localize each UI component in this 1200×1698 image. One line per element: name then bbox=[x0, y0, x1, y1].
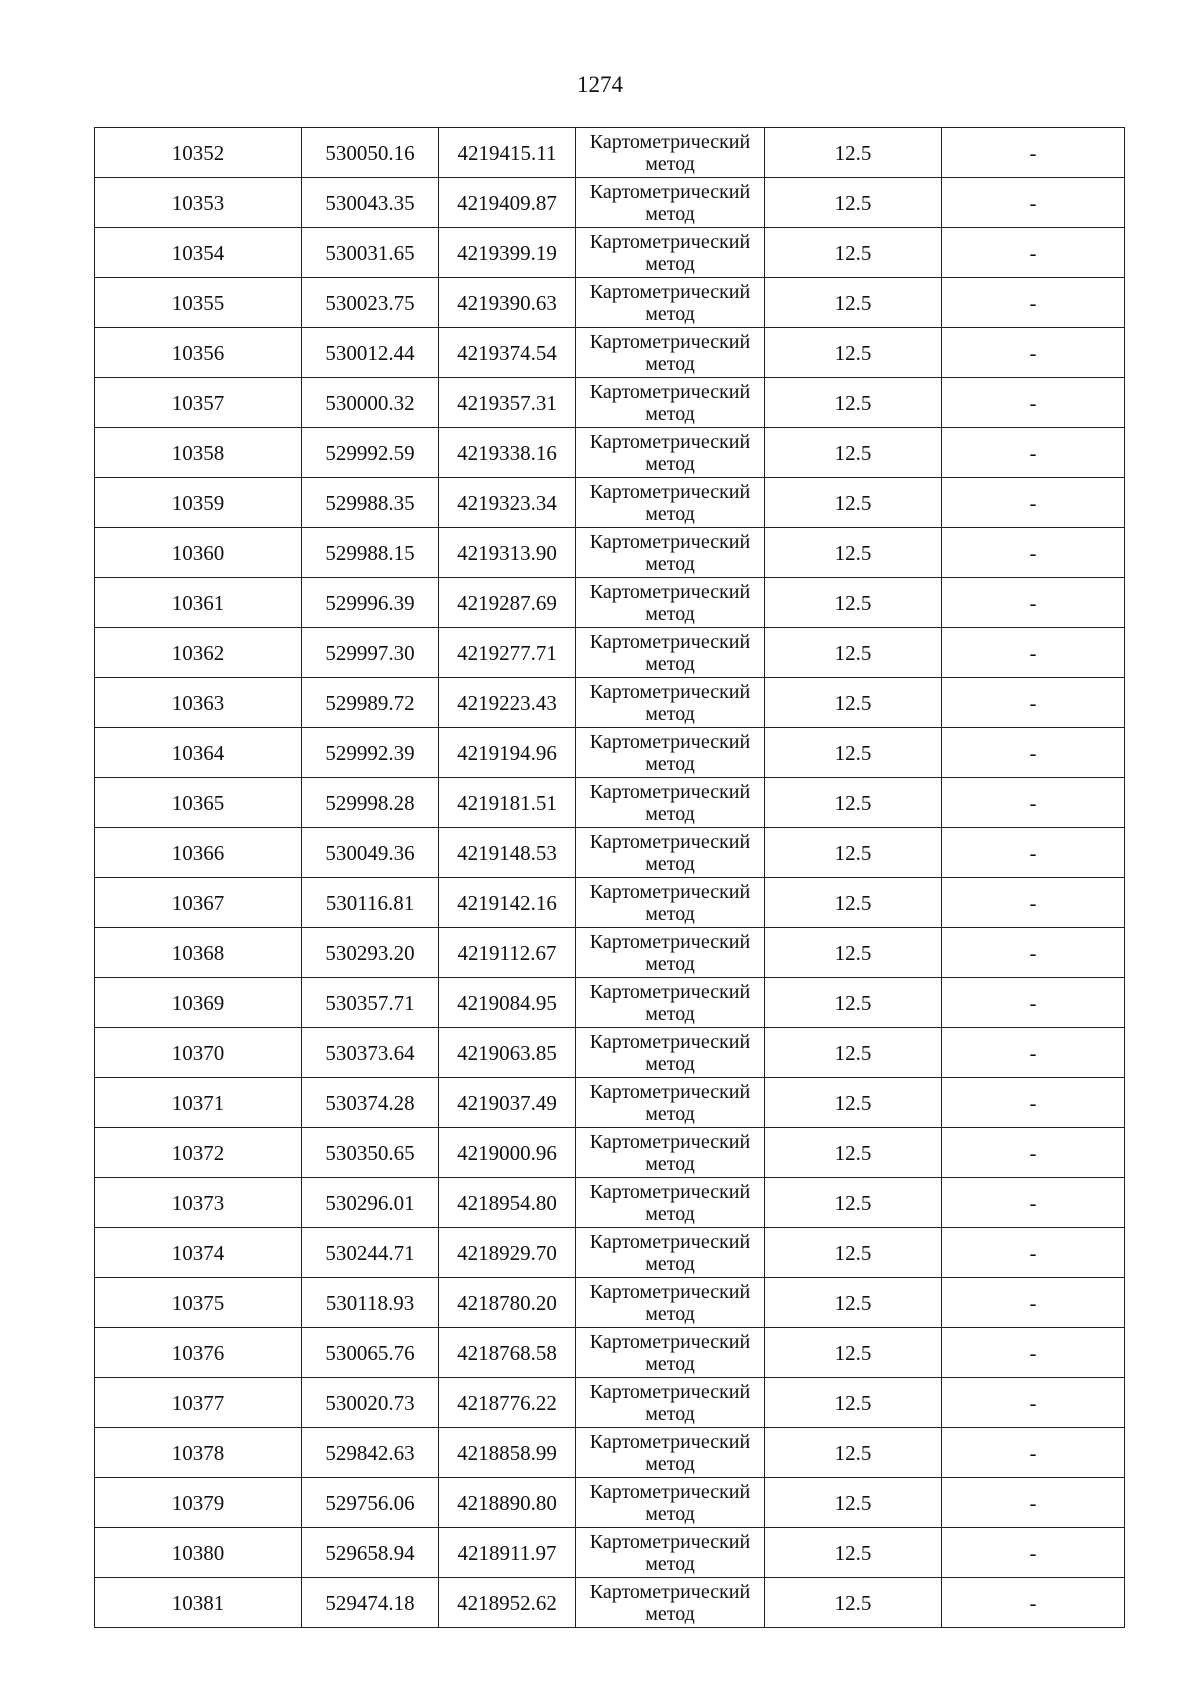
method-label-line1: Картометрический bbox=[589, 580, 751, 603]
table-row bbox=[95, 478, 1125, 528]
note-cell: - bbox=[942, 1328, 1125, 1378]
x-coordinate-cell: 530050.16 bbox=[302, 128, 439, 178]
table-row bbox=[95, 1328, 1125, 1378]
method-label-line1: Картометрический bbox=[589, 880, 751, 903]
point-id-cell: 10375 bbox=[95, 1278, 302, 1328]
accuracy-cell: 12.5 bbox=[765, 228, 942, 278]
point-id-cell: 10372 bbox=[95, 1128, 302, 1178]
method-cell bbox=[576, 178, 765, 228]
method-label-line1: Картометрический bbox=[589, 1280, 751, 1303]
note-cell: - bbox=[942, 1378, 1125, 1428]
note-cell: - bbox=[942, 1078, 1125, 1128]
method-cell bbox=[576, 828, 765, 878]
table-row bbox=[95, 928, 1125, 978]
note-cell: - bbox=[942, 128, 1125, 178]
point-id-cell: 10354 bbox=[95, 228, 302, 278]
y-coordinate-cell: 4219415.11 bbox=[439, 128, 576, 178]
y-coordinate-cell: 4219338.16 bbox=[439, 428, 576, 478]
note-cell: - bbox=[942, 1528, 1125, 1578]
table-row bbox=[95, 978, 1125, 1028]
y-coordinate-cell: 4219357.31 bbox=[439, 378, 576, 428]
method-label-line2: метод bbox=[645, 352, 695, 375]
point-id-cell: 10377 bbox=[95, 1378, 302, 1428]
note-cell: - bbox=[942, 1228, 1125, 1278]
method-label-line1: Картометрический bbox=[589, 730, 751, 753]
method-cell bbox=[576, 628, 765, 678]
accuracy-cell: 12.5 bbox=[765, 1328, 942, 1378]
accuracy-cell: 12.5 bbox=[765, 1378, 942, 1428]
x-coordinate-cell: 530296.01 bbox=[302, 1178, 439, 1228]
page-number: 1274 bbox=[577, 72, 623, 97]
y-coordinate-cell: 4219148.53 bbox=[439, 828, 576, 878]
y-coordinate-cell: 4219323.34 bbox=[439, 478, 576, 528]
point-id-cell: 10357 bbox=[95, 378, 302, 428]
accuracy-cell: 12.5 bbox=[765, 1278, 942, 1328]
accuracy-cell: 12.5 bbox=[765, 1028, 942, 1078]
method-label-line1: Картометрический bbox=[589, 430, 751, 453]
x-coordinate-cell: 530293.20 bbox=[302, 928, 439, 978]
point-id-cell: 10371 bbox=[95, 1078, 302, 1128]
note-cell: - bbox=[942, 828, 1125, 878]
table-row bbox=[95, 528, 1125, 578]
method-cell bbox=[576, 1528, 765, 1578]
point-id-cell: 10353 bbox=[95, 178, 302, 228]
table-row bbox=[95, 578, 1125, 628]
y-coordinate-cell: 4218911.97 bbox=[439, 1528, 576, 1578]
method-label-line2: метод bbox=[645, 1452, 695, 1475]
method-label-line1: Картометрический bbox=[589, 1380, 751, 1403]
accuracy-cell: 12.5 bbox=[765, 278, 942, 328]
method-cell bbox=[576, 1328, 765, 1378]
method-label-line1: Картометрический bbox=[589, 1080, 751, 1103]
method-label-line1: Картометрический bbox=[589, 830, 751, 853]
coordinates-table-body bbox=[95, 128, 1125, 1628]
y-coordinate-cell: 4218954.80 bbox=[439, 1178, 576, 1228]
accuracy-cell: 12.5 bbox=[765, 1578, 942, 1628]
method-label-line1: Картометрический bbox=[589, 1030, 751, 1053]
note-cell: - bbox=[942, 528, 1125, 578]
method-label-line2: метод bbox=[645, 1102, 695, 1125]
y-coordinate-cell: 4219374.54 bbox=[439, 328, 576, 378]
table-row bbox=[95, 1028, 1125, 1078]
y-coordinate-cell: 4218768.58 bbox=[439, 1328, 576, 1378]
table-row bbox=[95, 1078, 1125, 1128]
y-coordinate-cell: 4218780.20 bbox=[439, 1278, 576, 1328]
method-label-line2: метод bbox=[645, 552, 695, 575]
table-row bbox=[95, 378, 1125, 428]
table-row bbox=[95, 1128, 1125, 1178]
method-cell bbox=[576, 728, 765, 778]
note-cell: - bbox=[942, 1178, 1125, 1228]
method-cell bbox=[576, 1428, 765, 1478]
accuracy-cell: 12.5 bbox=[765, 528, 942, 578]
accuracy-cell: 12.5 bbox=[765, 728, 942, 778]
method-label-line2: метод bbox=[645, 302, 695, 325]
method-cell bbox=[576, 1578, 765, 1628]
note-cell: - bbox=[942, 1028, 1125, 1078]
method-cell bbox=[576, 128, 765, 178]
method-label-line2: метод bbox=[645, 602, 695, 625]
method-cell bbox=[576, 328, 765, 378]
x-coordinate-cell: 530374.28 bbox=[302, 1078, 439, 1128]
y-coordinate-cell: 4218776.22 bbox=[439, 1378, 576, 1428]
y-coordinate-cell: 4218858.99 bbox=[439, 1428, 576, 1478]
x-coordinate-cell: 530118.93 bbox=[302, 1278, 439, 1328]
method-label-line2: метод bbox=[645, 1502, 695, 1525]
point-id-cell: 10361 bbox=[95, 578, 302, 628]
method-cell bbox=[576, 578, 765, 628]
accuracy-cell: 12.5 bbox=[765, 1478, 942, 1528]
accuracy-cell: 12.5 bbox=[765, 378, 942, 428]
table-row bbox=[95, 878, 1125, 928]
table-row bbox=[95, 678, 1125, 728]
y-coordinate-cell: 4219112.67 bbox=[439, 928, 576, 978]
note-cell: - bbox=[942, 678, 1125, 728]
note-cell: - bbox=[942, 278, 1125, 328]
point-id-cell: 10358 bbox=[95, 428, 302, 478]
y-coordinate-cell: 4219390.63 bbox=[439, 278, 576, 328]
method-label-line1: Картометрический bbox=[589, 1580, 751, 1603]
method-label-line2: метод bbox=[645, 802, 695, 825]
note-cell: - bbox=[942, 628, 1125, 678]
point-id-cell: 10368 bbox=[95, 928, 302, 978]
point-id-cell: 10381 bbox=[95, 1578, 302, 1628]
method-label-line2: метод bbox=[645, 852, 695, 875]
accuracy-cell: 12.5 bbox=[765, 428, 942, 478]
x-coordinate-cell: 530012.44 bbox=[302, 328, 439, 378]
note-cell: - bbox=[942, 178, 1125, 228]
x-coordinate-cell: 529989.72 bbox=[302, 678, 439, 728]
y-coordinate-cell: 4219223.43 bbox=[439, 678, 576, 728]
method-label-line1: Картометрический bbox=[589, 680, 751, 703]
method-label-line2: метод bbox=[645, 1352, 695, 1375]
accuracy-cell: 12.5 bbox=[765, 1228, 942, 1278]
table-row bbox=[95, 1428, 1125, 1478]
y-coordinate-cell: 4219181.51 bbox=[439, 778, 576, 828]
method-label-line2: метод bbox=[645, 1302, 695, 1325]
table-row bbox=[95, 728, 1125, 778]
method-cell bbox=[576, 1278, 765, 1328]
y-coordinate-cell: 4219142.16 bbox=[439, 878, 576, 928]
y-coordinate-cell: 4219063.85 bbox=[439, 1028, 576, 1078]
method-cell bbox=[576, 678, 765, 728]
method-label-line1: Картометрический bbox=[589, 1430, 751, 1453]
method-label-line2: метод bbox=[645, 1002, 695, 1025]
point-id-cell: 10370 bbox=[95, 1028, 302, 1078]
method-cell bbox=[576, 478, 765, 528]
method-cell bbox=[576, 1378, 765, 1428]
accuracy-cell: 12.5 bbox=[765, 978, 942, 1028]
table-row bbox=[95, 1278, 1125, 1328]
point-id-cell: 10376 bbox=[95, 1328, 302, 1378]
method-label-line1: Картометрический bbox=[589, 1330, 751, 1353]
note-cell: - bbox=[942, 378, 1125, 428]
method-cell bbox=[576, 778, 765, 828]
note-cell: - bbox=[942, 1478, 1125, 1528]
table-row bbox=[95, 778, 1125, 828]
x-coordinate-cell: 530116.81 bbox=[302, 878, 439, 928]
x-coordinate-cell: 530031.65 bbox=[302, 228, 439, 278]
note-cell: - bbox=[942, 228, 1125, 278]
table-row bbox=[95, 128, 1125, 178]
note-cell: - bbox=[942, 1128, 1125, 1178]
x-coordinate-cell: 530043.35 bbox=[302, 178, 439, 228]
point-id-cell: 10374 bbox=[95, 1228, 302, 1278]
method-label-line1: Картометрический bbox=[589, 180, 751, 203]
method-label-line1: Картометрический bbox=[589, 280, 751, 303]
method-cell bbox=[576, 928, 765, 978]
x-coordinate-cell: 530000.32 bbox=[302, 378, 439, 428]
method-label-line1: Картометрический bbox=[589, 1480, 751, 1503]
point-id-cell: 10355 bbox=[95, 278, 302, 328]
method-cell bbox=[576, 978, 765, 1028]
table-row bbox=[95, 628, 1125, 678]
accuracy-cell: 12.5 bbox=[765, 1128, 942, 1178]
point-id-cell: 10362 bbox=[95, 628, 302, 678]
y-coordinate-cell: 4218890.80 bbox=[439, 1478, 576, 1528]
x-coordinate-cell: 530023.75 bbox=[302, 278, 439, 328]
method-label-line2: метод bbox=[645, 202, 695, 225]
table-row bbox=[95, 1578, 1125, 1628]
note-cell: - bbox=[942, 578, 1125, 628]
method-label-line1: Картометрический bbox=[589, 1530, 751, 1553]
x-coordinate-cell: 530244.71 bbox=[302, 1228, 439, 1278]
x-coordinate-cell: 529988.35 bbox=[302, 478, 439, 528]
x-coordinate-cell: 529998.28 bbox=[302, 778, 439, 828]
point-id-cell: 10378 bbox=[95, 1428, 302, 1478]
table-row bbox=[95, 228, 1125, 278]
x-coordinate-cell: 529992.59 bbox=[302, 428, 439, 478]
accuracy-cell: 12.5 bbox=[765, 178, 942, 228]
method-label-line1: Картометрический bbox=[589, 1230, 751, 1253]
y-coordinate-cell: 4219409.87 bbox=[439, 178, 576, 228]
method-label-line2: метод bbox=[645, 402, 695, 425]
accuracy-cell: 12.5 bbox=[765, 328, 942, 378]
point-id-cell: 10365 bbox=[95, 778, 302, 828]
table-row bbox=[95, 1228, 1125, 1278]
method-label-line1: Картометрический bbox=[589, 530, 751, 553]
x-coordinate-cell: 530373.64 bbox=[302, 1028, 439, 1078]
accuracy-cell: 12.5 bbox=[765, 1428, 942, 1478]
point-id-cell: 10352 bbox=[95, 128, 302, 178]
y-coordinate-cell: 4219287.69 bbox=[439, 578, 576, 628]
x-coordinate-cell: 529658.94 bbox=[302, 1528, 439, 1578]
point-id-cell: 10369 bbox=[95, 978, 302, 1028]
y-coordinate-cell: 4219084.95 bbox=[439, 978, 576, 1028]
method-label-line2: метод bbox=[645, 952, 695, 975]
note-cell: - bbox=[942, 928, 1125, 978]
method-label-line2: метод bbox=[645, 152, 695, 175]
point-id-cell: 10373 bbox=[95, 1178, 302, 1228]
method-label-line2: метод bbox=[645, 1602, 695, 1625]
accuracy-cell: 12.5 bbox=[765, 778, 942, 828]
method-label-line1: Картометрический bbox=[589, 930, 751, 953]
y-coordinate-cell: 4218929.70 bbox=[439, 1228, 576, 1278]
y-coordinate-cell: 4218952.62 bbox=[439, 1578, 576, 1628]
note-cell: - bbox=[942, 328, 1125, 378]
accuracy-cell: 12.5 bbox=[765, 578, 942, 628]
x-coordinate-cell: 530049.36 bbox=[302, 828, 439, 878]
note-cell: - bbox=[942, 978, 1125, 1028]
method-label-line2: метод bbox=[645, 1402, 695, 1425]
accuracy-cell: 12.5 bbox=[765, 1078, 942, 1128]
method-cell bbox=[576, 1078, 765, 1128]
method-cell bbox=[576, 228, 765, 278]
accuracy-cell: 12.5 bbox=[765, 1528, 942, 1578]
x-coordinate-cell: 529474.18 bbox=[302, 1578, 439, 1628]
point-id-cell: 10379 bbox=[95, 1478, 302, 1528]
method-label-line2: метод bbox=[645, 1152, 695, 1175]
method-label-line1: Картометрический bbox=[589, 630, 751, 653]
x-coordinate-cell: 529996.39 bbox=[302, 578, 439, 628]
method-label-line2: метод bbox=[645, 702, 695, 725]
table-row bbox=[95, 278, 1125, 328]
table-row bbox=[95, 1478, 1125, 1528]
x-coordinate-cell: 529992.39 bbox=[302, 728, 439, 778]
method-label-line2: метод bbox=[645, 1252, 695, 1275]
method-label-line1: Картометрический bbox=[589, 780, 751, 803]
method-label-line2: метод bbox=[645, 1552, 695, 1575]
note-cell: - bbox=[942, 478, 1125, 528]
note-cell: - bbox=[942, 778, 1125, 828]
accuracy-cell: 12.5 bbox=[765, 928, 942, 978]
table-row bbox=[95, 1178, 1125, 1228]
method-cell bbox=[576, 878, 765, 928]
x-coordinate-cell: 530357.71 bbox=[302, 978, 439, 1028]
y-coordinate-cell: 4219277.71 bbox=[439, 628, 576, 678]
x-coordinate-cell: 530065.76 bbox=[302, 1328, 439, 1378]
method-label-line1: Картометрический bbox=[589, 380, 751, 403]
x-coordinate-cell: 529842.63 bbox=[302, 1428, 439, 1478]
note-cell: - bbox=[942, 1278, 1125, 1328]
table-row bbox=[95, 1528, 1125, 1578]
method-cell bbox=[576, 1228, 765, 1278]
y-coordinate-cell: 4219000.96 bbox=[439, 1128, 576, 1178]
method-label-line2: метод bbox=[645, 1202, 695, 1225]
table-row bbox=[95, 328, 1125, 378]
method-cell bbox=[576, 1128, 765, 1178]
note-cell: - bbox=[942, 878, 1125, 928]
x-coordinate-cell: 530350.65 bbox=[302, 1128, 439, 1178]
method-label-line2: метод bbox=[645, 902, 695, 925]
method-cell bbox=[576, 378, 765, 428]
method-label-line1: Картометрический bbox=[589, 330, 751, 353]
y-coordinate-cell: 4219313.90 bbox=[439, 528, 576, 578]
method-label-line1: Картометрический bbox=[589, 980, 751, 1003]
table-row bbox=[95, 428, 1125, 478]
x-coordinate-cell: 529988.15 bbox=[302, 528, 439, 578]
method-label-line2: метод bbox=[645, 252, 695, 275]
note-cell: - bbox=[942, 428, 1125, 478]
accuracy-cell: 12.5 bbox=[765, 878, 942, 928]
x-coordinate-cell: 529997.30 bbox=[302, 628, 439, 678]
point-id-cell: 10360 bbox=[95, 528, 302, 578]
note-cell: - bbox=[942, 728, 1125, 778]
accuracy-cell: 12.5 bbox=[765, 478, 942, 528]
table-row bbox=[95, 1378, 1125, 1428]
method-label-line2: метод bbox=[645, 1052, 695, 1075]
note-cell: - bbox=[942, 1428, 1125, 1478]
method-cell bbox=[576, 528, 765, 578]
accuracy-cell: 12.5 bbox=[765, 828, 942, 878]
point-id-cell: 10380 bbox=[95, 1528, 302, 1578]
accuracy-cell: 12.5 bbox=[765, 678, 942, 728]
point-id-cell: 10366 bbox=[95, 828, 302, 878]
coordinates-table bbox=[94, 127, 1125, 1628]
x-coordinate-cell: 530020.73 bbox=[302, 1378, 439, 1428]
method-cell bbox=[576, 1478, 765, 1528]
table-row bbox=[95, 178, 1125, 228]
y-coordinate-cell: 4219194.96 bbox=[439, 728, 576, 778]
method-label-line2: метод bbox=[645, 752, 695, 775]
method-label-line1: Картометрический bbox=[589, 130, 751, 153]
method-label-line2: метод bbox=[645, 652, 695, 675]
method-label-line1: Картометрический bbox=[589, 1130, 751, 1153]
point-id-cell: 10363 bbox=[95, 678, 302, 728]
method-label-line1: Картометрический bbox=[589, 1180, 751, 1203]
method-label-line1: Картометрический bbox=[589, 480, 751, 503]
table-row bbox=[95, 828, 1125, 878]
y-coordinate-cell: 4219399.19 bbox=[439, 228, 576, 278]
method-cell bbox=[576, 1028, 765, 1078]
note-cell: - bbox=[942, 1578, 1125, 1628]
point-id-cell: 10356 bbox=[95, 328, 302, 378]
x-coordinate-cell: 529756.06 bbox=[302, 1478, 439, 1528]
accuracy-cell: 12.5 bbox=[765, 1178, 942, 1228]
method-label-line2: метод bbox=[645, 452, 695, 475]
method-label-line1: Картометрический bbox=[589, 230, 751, 253]
method-cell bbox=[576, 428, 765, 478]
method-cell bbox=[576, 1178, 765, 1228]
method-cell bbox=[576, 278, 765, 328]
accuracy-cell: 12.5 bbox=[765, 628, 942, 678]
point-id-cell: 10364 bbox=[95, 728, 302, 778]
y-coordinate-cell: 4219037.49 bbox=[439, 1078, 576, 1128]
point-id-cell: 10367 bbox=[95, 878, 302, 928]
method-label-line2: метод bbox=[645, 502, 695, 525]
point-id-cell: 10359 bbox=[95, 478, 302, 528]
accuracy-cell: 12.5 bbox=[765, 128, 942, 178]
